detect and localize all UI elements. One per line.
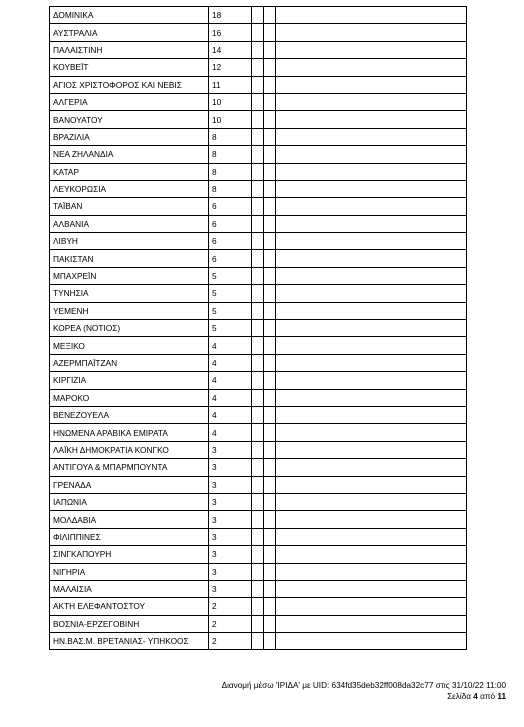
value-cell: 6 — [209, 215, 252, 232]
empty-cell — [264, 580, 276, 597]
country-cell: ΜΕΞΙΚΟ — [50, 337, 209, 354]
country-cell: ΣΙΝΓΚΑΠΟΥΡΗ — [50, 546, 209, 563]
value-cell: 4 — [209, 337, 252, 354]
country-cell: ΥΕΜΕΝΗ — [50, 302, 209, 319]
empty-cell — [276, 111, 467, 128]
empty-cell — [276, 511, 467, 528]
table-row — [50, 267, 467, 284]
value-cell: 3 — [209, 459, 252, 476]
empty-cell — [264, 389, 276, 406]
empty-cell — [264, 354, 276, 371]
value-cell: 2 — [209, 615, 252, 632]
table-row — [50, 354, 467, 371]
empty-cell — [252, 180, 264, 197]
empty-cell — [264, 633, 276, 650]
empty-cell — [264, 128, 276, 145]
country-cell: ΒΟΣΝΙΑ-ΕΡΖΕΓΟΒΙΝΗ — [50, 615, 209, 632]
country-cell: ΤΑΪΒΑΝ — [50, 198, 209, 215]
value-cell: 3 — [209, 580, 252, 597]
value-cell: 3 — [209, 528, 252, 545]
empty-cell — [252, 146, 264, 163]
table-row — [50, 424, 467, 441]
empty-cell — [276, 76, 467, 93]
page-separator: από — [480, 692, 496, 701]
table-row — [50, 302, 467, 319]
empty-cell — [276, 546, 467, 563]
empty-cell — [252, 267, 264, 284]
empty-cell — [276, 528, 467, 545]
table-row — [50, 128, 467, 145]
value-cell: 16 — [209, 24, 252, 41]
country-cell: ΒΡΑΖΙΛΙΑ — [50, 128, 209, 145]
empty-cell — [276, 163, 467, 180]
empty-cell — [276, 59, 467, 76]
value-cell: 2 — [209, 633, 252, 650]
country-cell: ΑΖΕΡΜΠΑΪΤΖΑΝ — [50, 354, 209, 371]
table-row — [50, 406, 467, 423]
country-cell: ΜΠΑΧΡΕΪΝ — [50, 267, 209, 284]
empty-cell — [276, 233, 467, 250]
empty-cell — [264, 459, 276, 476]
empty-cell — [264, 180, 276, 197]
value-cell: 6 — [209, 198, 252, 215]
table-row — [50, 476, 467, 493]
empty-cell — [252, 493, 264, 510]
empty-cell — [264, 24, 276, 41]
empty-cell — [252, 7, 264, 24]
value-cell: 4 — [209, 424, 252, 441]
empty-cell — [252, 24, 264, 41]
value-cell: 3 — [209, 476, 252, 493]
empty-cell — [276, 320, 467, 337]
table-row — [50, 93, 467, 110]
empty-cell — [252, 476, 264, 493]
value-cell: 18 — [209, 7, 252, 24]
empty-cell — [264, 285, 276, 302]
country-cell: ΑΛΒΑΝΙΑ — [50, 215, 209, 232]
country-cell: ΝΙΓΗΡΙΑ — [50, 563, 209, 580]
table-row — [50, 633, 467, 650]
value-cell: 5 — [209, 320, 252, 337]
empty-cell — [276, 285, 467, 302]
empty-cell — [264, 476, 276, 493]
empty-cell — [264, 406, 276, 423]
country-cell: ΛΙΒΥΗ — [50, 233, 209, 250]
empty-cell — [276, 615, 467, 632]
empty-cell — [252, 598, 264, 615]
empty-cell — [276, 598, 467, 615]
empty-cell — [264, 215, 276, 232]
empty-cell — [276, 372, 467, 389]
empty-cell — [264, 615, 276, 632]
country-cell: ΝΕΑ ΖΗΛΑΝΔΙΑ — [50, 146, 209, 163]
country-cell: ΠΑΚΙΣΤΑΝ — [50, 250, 209, 267]
empty-cell — [252, 441, 264, 458]
table-row — [50, 198, 467, 215]
empty-cell — [276, 250, 467, 267]
empty-cell — [252, 354, 264, 371]
table-row — [50, 76, 467, 93]
empty-cell — [264, 198, 276, 215]
value-cell: 8 — [209, 146, 252, 163]
country-cell: ΜΑΛΑΙΣΙΑ — [50, 580, 209, 597]
empty-cell — [264, 163, 276, 180]
empty-cell — [252, 93, 264, 110]
empty-cell — [252, 546, 264, 563]
country-cell: ΗΝ.ΒΑΣ.Μ. ΒΡΕΤΑΝΙΑΣ- ΥΠΗΚΟΟΣ — [50, 633, 209, 650]
country-cell: ΚΟΥΒΕΪΤ — [50, 59, 209, 76]
empty-cell — [264, 563, 276, 580]
value-cell: 3 — [209, 546, 252, 563]
value-cell: 4 — [209, 354, 252, 371]
empty-cell — [276, 302, 467, 319]
empty-cell — [276, 424, 467, 441]
empty-cell — [252, 459, 264, 476]
table-row — [50, 24, 467, 41]
empty-cell — [252, 59, 264, 76]
value-cell: 10 — [209, 111, 252, 128]
empty-cell — [264, 424, 276, 441]
value-cell: 6 — [209, 233, 252, 250]
country-cell: ΑΓΙΟΣ ΧΡΙΣΤΟΦΟΡΟΣ ΚΑΙ ΝΕΒΙΣ — [50, 76, 209, 93]
empty-cell — [276, 441, 467, 458]
empty-cell — [264, 267, 276, 284]
value-cell: 11 — [209, 76, 252, 93]
empty-cell — [264, 41, 276, 58]
value-cell: 5 — [209, 267, 252, 284]
table-row — [50, 285, 467, 302]
empty-cell — [264, 528, 276, 545]
empty-cell — [264, 337, 276, 354]
table-row — [50, 528, 467, 545]
empty-cell — [264, 146, 276, 163]
country-cell: ΙΑΠΩΝΙΑ — [50, 493, 209, 510]
empty-cell — [252, 528, 264, 545]
empty-cell — [264, 93, 276, 110]
value-cell: 4 — [209, 372, 252, 389]
empty-cell — [252, 511, 264, 528]
empty-cell — [276, 180, 467, 197]
table-row — [50, 59, 467, 76]
table-row — [50, 615, 467, 632]
country-cell: ΦΙΛΙΠΠΙΝΕΣ — [50, 528, 209, 545]
empty-cell — [264, 320, 276, 337]
empty-cell — [276, 198, 467, 215]
empty-cell — [276, 406, 467, 423]
table-row — [50, 459, 467, 476]
country-cell: ΑΝΤΙΓΟΥΑ & ΜΠΑΡΜΠΟΥΝΤΑ — [50, 459, 209, 476]
value-cell: 8 — [209, 128, 252, 145]
country-cell: ΚΙΡΓΙΖΙΑ — [50, 372, 209, 389]
table-row — [50, 250, 467, 267]
table-row — [50, 511, 467, 528]
table-row — [50, 441, 467, 458]
empty-cell — [252, 320, 264, 337]
empty-cell — [276, 146, 467, 163]
country-cell: ΚΟΡΕΑ (ΝΟΤΙΟΣ) — [50, 320, 209, 337]
table-row — [50, 337, 467, 354]
empty-cell — [264, 250, 276, 267]
empty-cell — [264, 511, 276, 528]
country-cell: ΤΥΝΗΣΙΑ — [50, 285, 209, 302]
empty-cell — [276, 476, 467, 493]
empty-cell — [252, 615, 264, 632]
value-cell: 4 — [209, 389, 252, 406]
empty-cell — [276, 128, 467, 145]
value-cell: 5 — [209, 285, 252, 302]
empty-cell — [276, 337, 467, 354]
empty-cell — [264, 7, 276, 24]
page-total: 11 — [497, 692, 506, 701]
country-count-table — [49, 6, 467, 650]
empty-cell — [276, 389, 467, 406]
empty-cell — [264, 372, 276, 389]
empty-cell — [252, 580, 264, 597]
table-row — [50, 546, 467, 563]
empty-cell — [252, 128, 264, 145]
country-cell: ΛΑΪΚΗ ΔΗΜΟΚΡΑΤΙΑ ΚΟΝΓΚΟ — [50, 441, 209, 458]
empty-cell — [276, 633, 467, 650]
table-row — [50, 598, 467, 615]
country-cell: ΜΟΛΔΑΒΙΑ — [50, 511, 209, 528]
country-cell: ΑΥΣΤΡΑΛΙΑ — [50, 24, 209, 41]
value-cell: 6 — [209, 250, 252, 267]
empty-cell — [252, 424, 264, 441]
empty-cell — [276, 459, 467, 476]
page-prefix: Σελίδα — [447, 692, 471, 701]
country-cell: ΒΑΝΟΥΑΤΟΥ — [50, 111, 209, 128]
table-row — [50, 7, 467, 24]
value-cell: 12 — [209, 59, 252, 76]
value-cell: 5 — [209, 302, 252, 319]
table-body — [50, 7, 467, 650]
empty-cell — [252, 215, 264, 232]
empty-cell — [264, 598, 276, 615]
empty-cell — [252, 198, 264, 215]
country-cell: ΜΑΡΟΚΟ — [50, 389, 209, 406]
empty-cell — [276, 580, 467, 597]
country-cell: ΗΝΩΜΕΝΑ ΑΡΑΒΙΚΑ ΕΜΙΡΑΤΑ — [50, 424, 209, 441]
country-cell: ΒΕΝΕΖΟΥΕΛΑ — [50, 406, 209, 423]
empty-cell — [276, 41, 467, 58]
empty-cell — [252, 633, 264, 650]
value-cell: 10 — [209, 93, 252, 110]
country-cell: ΔΟΜΙΝΙΚΑ — [50, 7, 209, 24]
table-row — [50, 163, 467, 180]
country-cell: ΠΑΛΑΙΣΤΙΝΗ — [50, 41, 209, 58]
value-cell: 3 — [209, 563, 252, 580]
empty-cell — [252, 285, 264, 302]
country-cell: ΑΚΤΗ ΕΛΕΦΑΝΤΟΣΤΟΥ — [50, 598, 209, 615]
empty-cell — [276, 354, 467, 371]
empty-cell — [276, 267, 467, 284]
empty-cell — [252, 111, 264, 128]
value-cell: 14 — [209, 41, 252, 58]
empty-cell — [264, 233, 276, 250]
page-footer — [222, 680, 506, 702]
table-row — [50, 180, 467, 197]
empty-cell — [264, 59, 276, 76]
value-cell: 8 — [209, 163, 252, 180]
empty-cell — [252, 337, 264, 354]
empty-cell — [276, 93, 467, 110]
country-cell: ΑΛΓΕΡΙΑ — [50, 93, 209, 110]
country-cell: ΚΑΤΑΡ — [50, 163, 209, 180]
empty-cell — [252, 302, 264, 319]
table-row — [50, 215, 467, 232]
empty-cell — [252, 41, 264, 58]
empty-cell — [252, 563, 264, 580]
table-row — [50, 320, 467, 337]
value-cell: 3 — [209, 441, 252, 458]
empty-cell — [264, 493, 276, 510]
empty-cell — [276, 563, 467, 580]
value-cell: 4 — [209, 406, 252, 423]
table-row — [50, 389, 467, 406]
empty-cell — [252, 389, 264, 406]
page-number — [222, 691, 506, 702]
empty-cell — [252, 250, 264, 267]
empty-cell — [252, 76, 264, 93]
empty-cell — [276, 493, 467, 510]
empty-cell — [264, 302, 276, 319]
empty-cell — [264, 111, 276, 128]
empty-cell — [264, 441, 276, 458]
empty-cell — [264, 76, 276, 93]
table-row — [50, 580, 467, 597]
empty-cell — [276, 215, 467, 232]
empty-cell — [276, 7, 467, 24]
empty-cell — [252, 406, 264, 423]
table-row — [50, 563, 467, 580]
empty-cell — [252, 233, 264, 250]
country-cell: ΓΡΕΝΑΔΑ — [50, 476, 209, 493]
table-row — [50, 146, 467, 163]
value-cell: 3 — [209, 511, 252, 528]
table-row — [50, 41, 467, 58]
empty-cell — [276, 24, 467, 41]
distribution-note: Διανομή μέσω 'ΙΡΙΔΑ' με UID: 634fd35deb32ff008da32c77 στις 31/10/22 11:00 — [221, 681, 506, 690]
table-row — [50, 111, 467, 128]
table-row — [50, 233, 467, 250]
empty-cell — [264, 546, 276, 563]
value-cell: 8 — [209, 180, 252, 197]
value-cell: 2 — [209, 598, 252, 615]
empty-cell — [252, 163, 264, 180]
page-current: 4 — [473, 692, 478, 701]
empty-cell — [252, 372, 264, 389]
country-cell: ΛΕΥΚΟΡΩΣΙΑ — [50, 180, 209, 197]
table-row — [50, 493, 467, 510]
value-cell: 3 — [209, 493, 252, 510]
table-row — [50, 372, 467, 389]
